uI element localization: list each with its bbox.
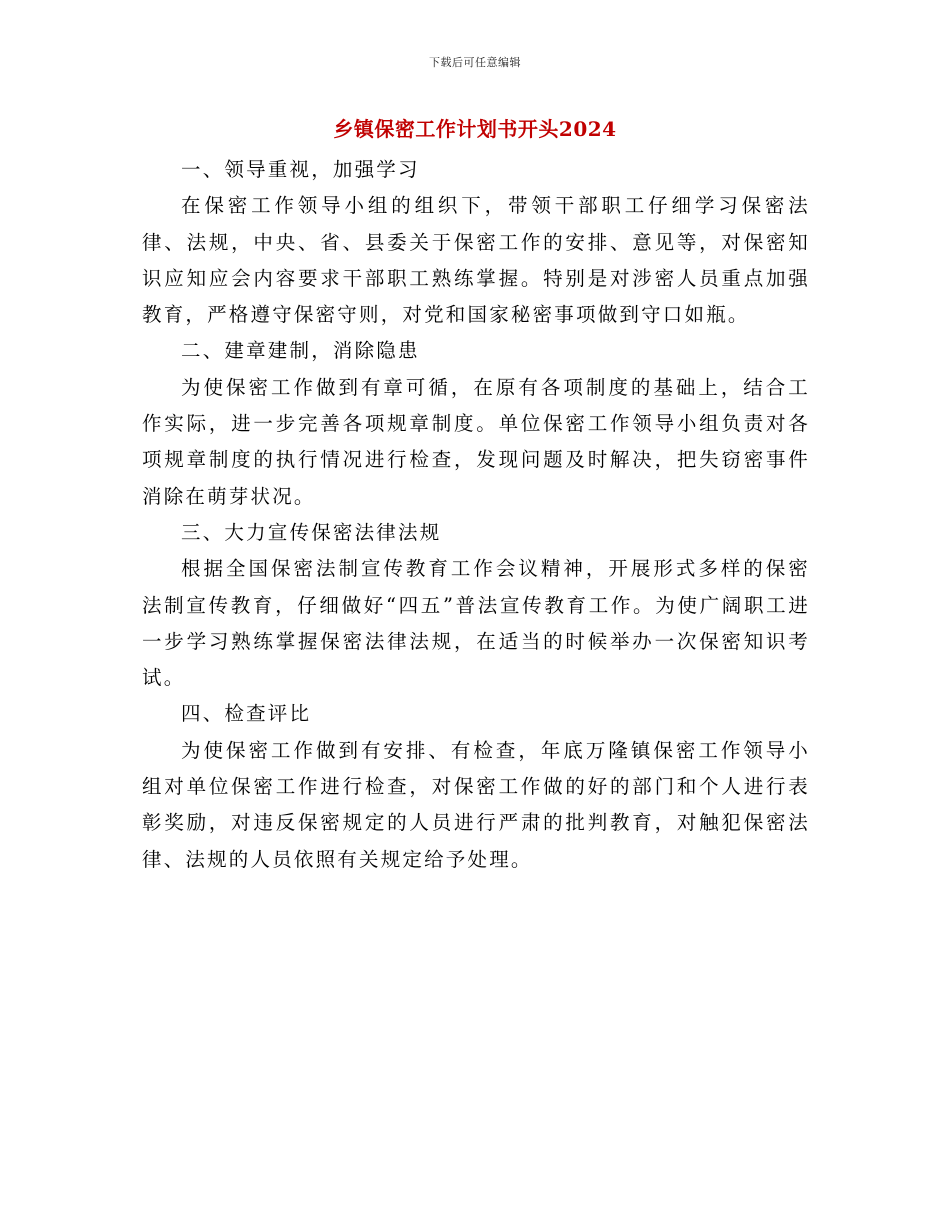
document-body (142, 152, 810, 878)
section-heading-2: 二、建章建制，消除隐患 (181, 339, 420, 363)
section-heading-4: 四、检查评比 (181, 702, 312, 726)
document-title: 乡镇保密工作计划书开头2024 (333, 117, 617, 141)
section-paragraph-2: 为使保密工作做到有章可循，在原有各项制度的基础上，结合工作实际，进一步完善各项规章制度。单位保密工作领导小组负责对各项规章制度的执行情况进行检查，发现问题及时解决，把失窃密事件消除在萌芽状况。 (142, 375, 810, 508)
section-paragraph-4: 为使保密工作做到有安排、有检查，年底万隆镇保密工作领导小组对单位保密工作进行检查，对保密工作做的好的部门和个人进行表彰奖励，对违反保密规定的人员进行严肃的批判教育，对触犯保密法律、法规的人员依照有关规定给予处理。 (142, 738, 810, 871)
section-paragraph-3: 根据全国保密法制宣传教育工作会议精神，开展形式多样的保密法制宣传教育，仔细做好“四五”普法宣传教育工作。为使广阔职工进一步学习熟练掌握保密法律法规，在适当的时候举办一次保密知识考试。 (142, 557, 810, 690)
section-heading-1: 一、领导重视，加强学习 (181, 158, 420, 181)
section-heading-3: 三、大力宣传保密法律法规 (181, 520, 442, 544)
section-paragraph-1: 在保密工作领导小组的组织下，带领干部职工仔细学习保密法律、法规，中央、省、县委关于保密工作的安排、意见等，对保密知识应知应会内容要求干部职工熟练掌握。特别是对涉密人员重点加强教育，严格遵守保密守则，对党和国家秘密事项做到守口如瓶。 (142, 194, 810, 327)
header-note: 下载后可任意编辑 (429, 56, 521, 69)
